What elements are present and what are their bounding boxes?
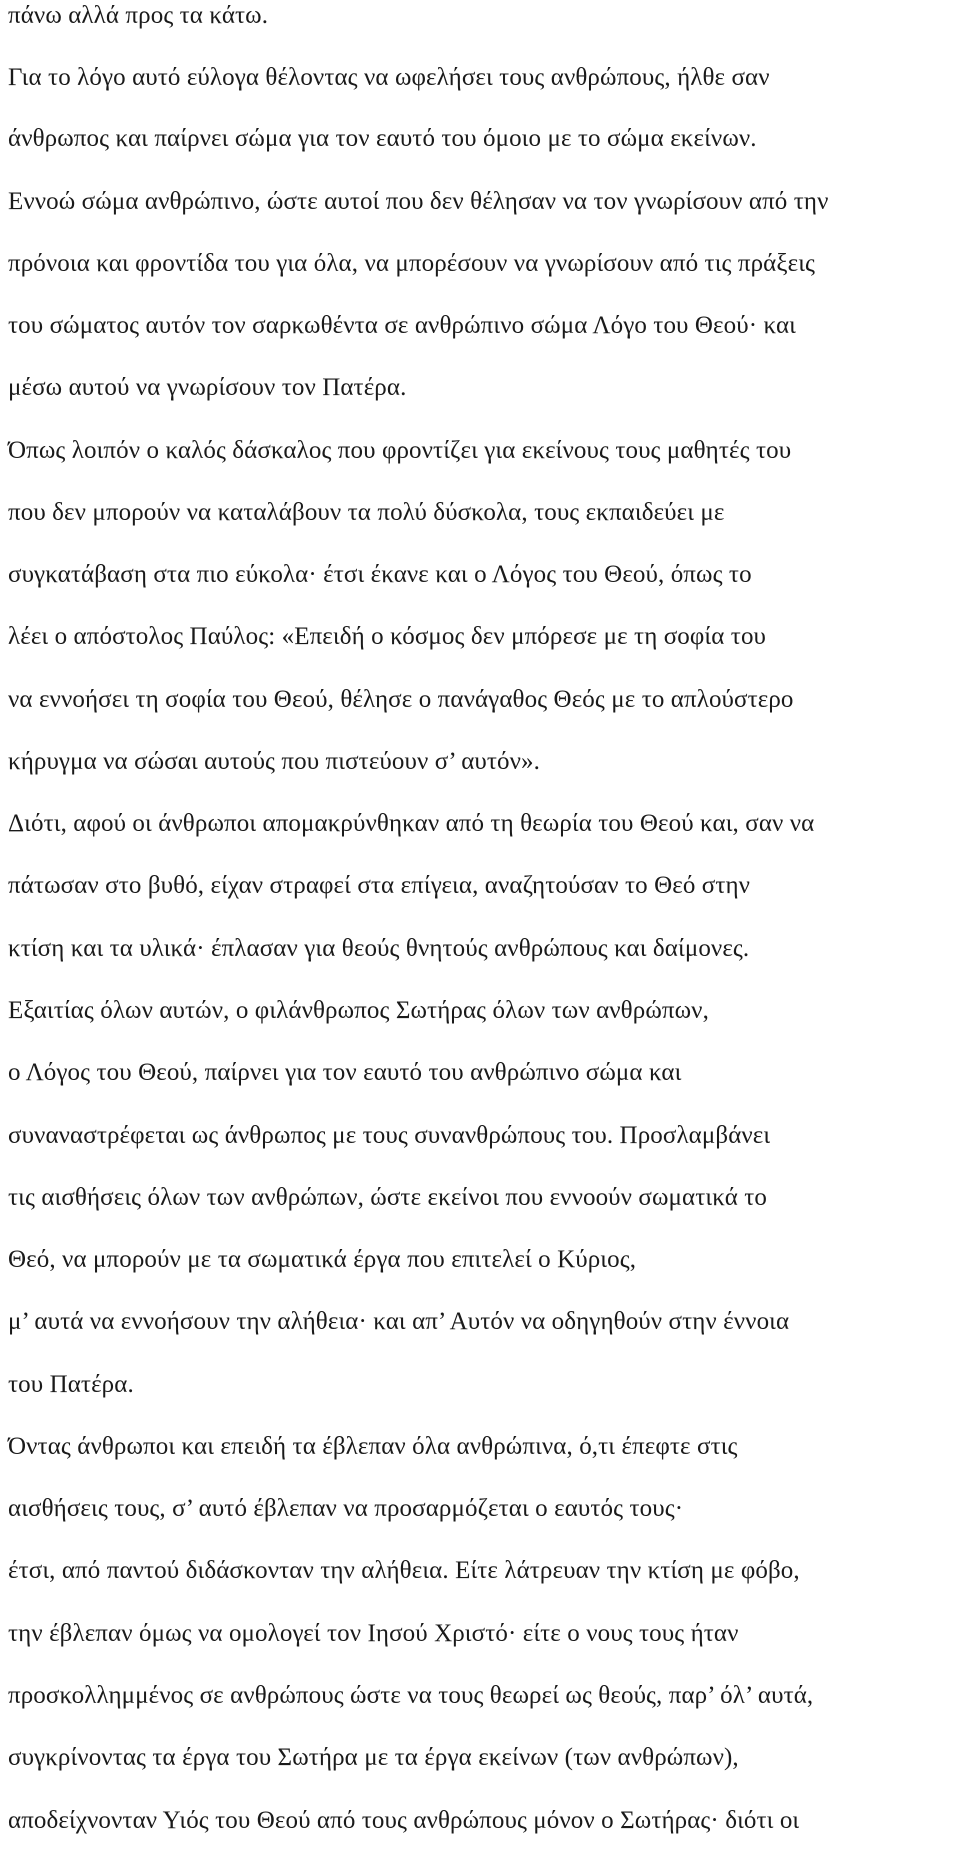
text-line: να εννοήσει τη σοφία του Θεού, θέλησε ο πανάγαθος Θεός με το απλούστερο: [8, 686, 794, 713]
text-line: αποδείχνονταν Υιός του Θεού από τους ανθρώπους μόνον ο Σωτήρας· διότι οι: [8, 1807, 800, 1834]
text-line: έτσι, από παντού διδάσκονταν την αλήθεια. Είτε λάτρευαν την κτίση με φόβο,: [8, 1557, 800, 1584]
text-line: Όντας άνθρωποι και επειδή τα έβλεπαν όλα ανθρώπινα, ό,τι έπεφτε στις: [8, 1433, 738, 1460]
text-line: συγκρίνοντας τα έργα του Σωτήρα με τα έργα εκείνων (των ανθρώπων),: [8, 1744, 739, 1771]
text-line: πάνω αλλά προς τα κάτω.: [8, 2, 269, 29]
text-line: προσκολλημμένος σε ανθρώπους ώστε να τους θεωρεί ως θεούς, παρ’ όλ’ αυτά,: [8, 1682, 814, 1709]
text-line: άνθρωπος και παίρνει σώμα για τον εαυτό του όμοιο με το σώμα εκείνων.: [8, 125, 757, 152]
text-line: μ’ αυτά να εννοήσουν την αλήθεια· και απ’ Αυτόν να οδηγηθούν στην έννοια: [8, 1308, 790, 1335]
text-line: Εξαιτίας όλων αυτών, ο φιλάνθρωπος Σωτήρας όλων των ανθρώπων,: [8, 997, 709, 1024]
text-line: του σώματος αυτόν τον σαρκωθέντα σε ανθρώπινο σώμα Λόγο του Θεού· και: [8, 312, 796, 339]
text-line: Για το λόγο αυτό εύλογα θέλοντας να ωφελήσει τους ανθρώπους, ήλθε σαν: [8, 64, 770, 91]
text-line: συναναστρέφεται ως άνθρωπος με τους συνανθρώπους του. Προσλαμβάνει: [8, 1122, 771, 1149]
text-line: μέσω αυτού να γνωρίσουν τον Πατέρα.: [8, 374, 407, 401]
text-line: που δεν μπορούν να καταλάβουν τα πολύ δύσκολα, τους εκπαιδεύει με: [8, 499, 725, 526]
text-line: Εννοώ σώμα ανθρώπινο, ώστε αυτοί που δεν θέλησαν να τον γνωρίσουν από την: [8, 188, 829, 215]
text-line: του Πατέρα.: [8, 1371, 134, 1398]
text-line: λέει ο απόστολος Παύλος: «Επειδή ο κόσμος δεν μπόρεσε με τη σοφία του: [8, 623, 767, 650]
text-line: Θεό, να μπορούν με τα σωματικά έργα που επιτελεί ο Κύριος,: [8, 1246, 637, 1273]
text-line: κήρυγμα να σώσαι αυτούς που πιστεύουν σ’ αυτόν».: [8, 748, 541, 775]
text-line: την έβλεπαν όμως να ομολογεί τον Ιησού Χριστό· είτε ο νους τους ήταν: [8, 1620, 739, 1647]
text-line: ο Λόγος του Θεού, παίρνει για τον εαυτό του ανθρώπινο σώμα και: [8, 1059, 682, 1086]
text-line: πάτωσαν στο βυθό, είχαν στραφεί στα επίγεια, αναζητούσαν το Θεό στην: [8, 872, 751, 899]
text-line: Διότι, αφού οι άνθρωποι απομακρύνθηκαν από τη θεωρία του Θεού και, σαν να: [8, 810, 815, 837]
text-line: τις αισθήσεις όλων των ανθρώπων, ώστε εκείνοι που εννοούν σωματικά το: [8, 1184, 767, 1211]
text-line: συγκατάβαση στα πιο εύκολα· έτσι έκανε και ο Λόγος του Θεού, όπως το: [8, 561, 752, 588]
text-line: κτίση και τα υλικά· έπλασαν για θεούς θνητούς ανθρώπους και δαίμονες.: [8, 935, 750, 962]
text-line: Όπως λοιπόν ο καλός δάσκαλος που φροντίζει για εκείνους τους μαθητές του: [8, 437, 792, 464]
text-line: αισθήσεις τους, σ’ αυτό έβλεπαν να προσαρμόζεται ο εαυτός τους·: [8, 1495, 684, 1522]
text-line: πρόνοια και φροντίδα του για όλα, να μπορέσουν να γνωρίσουν από τις πράξεις: [8, 250, 816, 277]
